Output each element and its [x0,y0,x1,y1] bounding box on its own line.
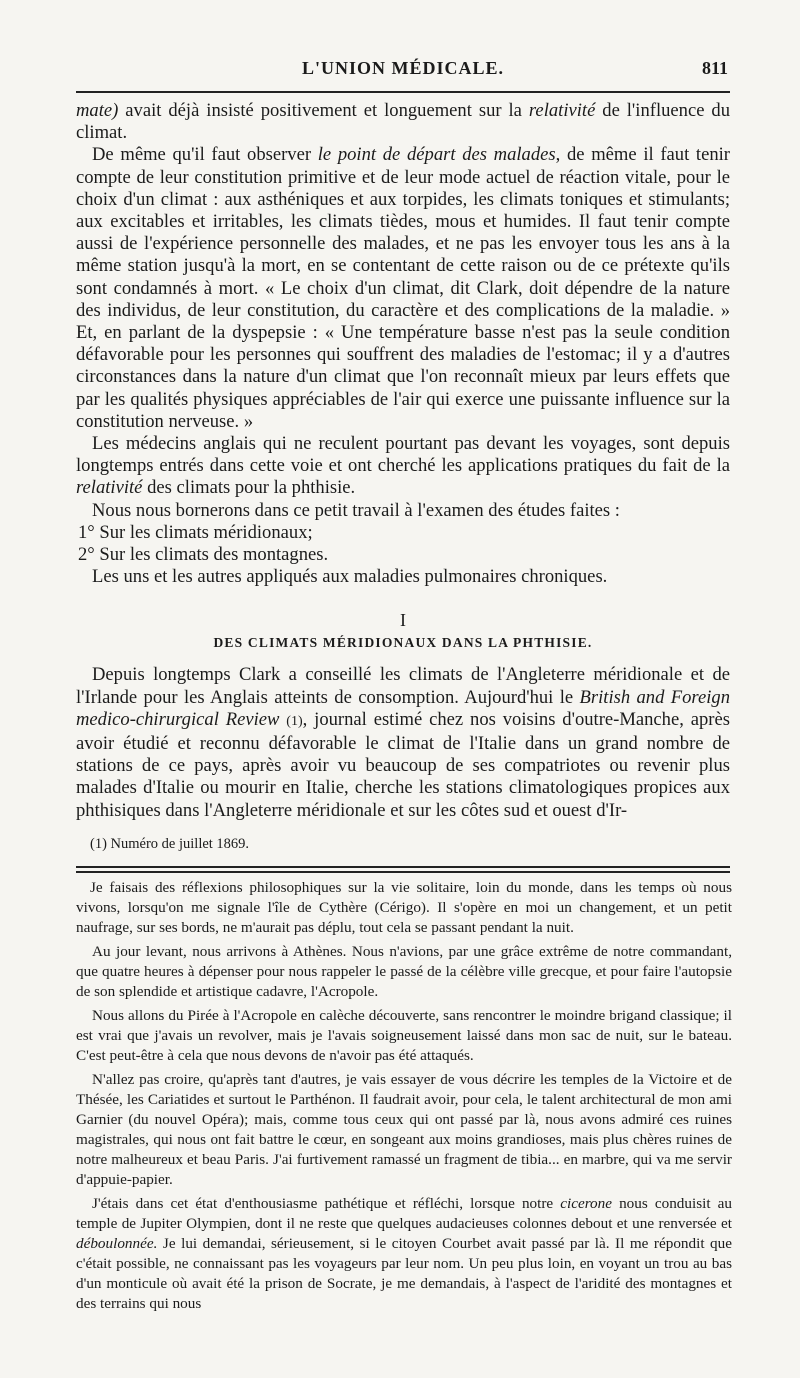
header-rule [76,91,730,93]
paragraph [76,433,730,500]
text-run: Depuis longtemps Clark a conseillé les climats de l'Angleterre méridionale et de l'Irlande pour les Anglais atteints de consomption. Aujourd'hui le [76,664,730,708]
paragraph [76,500,730,522]
section-number: I [400,610,406,631]
page-header [78,58,728,88]
paragraph [76,100,730,144]
main-article [76,100,730,822]
text-run: , de même il faut tenir compte de leur constitution primitive et de leur mode actuel de réaction vitale, pour le choix d'un climat : aux asthéniques et aux torpides, les climats toniques et stimulants; aux excitables et irritables, les climats tièdes, mous et humides. Il faut tenir compte aussi de l'expérience personnelle des malades, et ne pas les envoyer tous les ans à la même station jusqu'à la mort, en se contentant de cette raison ou de ce prétexte qu'ils sont condamnés à mort. « Le choix d'un climat, dit Clark, doit dépendre de la nature des individus, de leur constitution, du caractère et des complications de la maladie. » Et, en parlant de la dyspepsie : « Une température basse n'est pas la seule condition défavorable pour les personnes qui souffrent des maladies de l'estomac; il y a d'autres circonstances dans la nature d'un climat que l'on reconnaît mieux par leurs effets que par les qualités physiques appréciables de l'air qui exerce une puissante influence sur la constitution nerveuse. » [76,144,730,432]
italic-text: cicerone [560,1195,612,1212]
italic-text: British and Foreign medico-chirurgical Review [76,686,730,730]
running-title: L'UNION MÉDICALE. [301,58,505,78]
text-run: N'allez pas croire, qu'après tant d'autres, je vais essayer de vous décrire les temples de la Victoire et de Thésée, les Cariatides et surtout le Parthénon. Il faudrait avoir, pour cela, le talent architectural de mon ami Garnier (du nouvel Opéra); mais, comme tous ceux qui ont passé par là, nous avons admiré ces ruines magistrales, qui nous ont fait battre le cœur, en songeant aux moins grandioses, mais plus chères ruines de notre malheureux et beau Paris. J'ai furtivement ramassé un fragment de tibia... en marbre, qui va me servir d'appuie-papier. [76,1071,732,1188]
text-run: nous conduisit au temple de Jupiter Olympien, dont il ne reste que quelques audacieuses colonnes debout et une renversée et [76,1195,732,1232]
text-run: avait déjà insisté positivement et longuement sur la [118,100,529,121]
page-number: 811 [701,58,728,78]
feuilleton-paragraph [76,878,732,938]
section-title: DES CLIMATS MÉRIDIONAUX DANS LA PHTHISIE. [213,635,593,651]
paragraph [76,664,730,821]
italic-text: relativité [528,100,596,121]
feuilleton-paragraph [76,1070,732,1190]
list-item: 1° Sur les climats méridionaux; [78,521,313,543]
italic-text: mate) [76,100,119,121]
text-run: de l'influence du climat. [76,100,730,144]
text-run: Nous nous bornerons dans ce petit travail à l'examen des études faites : [92,499,620,521]
feuilleton-paragraph [76,1006,732,1066]
text-run: Les médecins anglais qui ne reculent pourtant pas devant les voyages, sont depuis longtemps entrés dans cette voie et ont cherché les applications pratiques du fait de la [76,433,730,477]
feuilleton-paragraph [76,1194,732,1314]
separator-rule [76,871,730,873]
text-run: Je faisais des réflexions philosophiques sur la vie solitaire, loin du monde, dans les temps où nous vivons, lorsqu'on me signale l'île de Cythère (Cérigo). Il s'opère en moi un changement, et un petit naufrage, sur ses bords, ne m'aurait pas déplu, tout cela se passant pendant la nuit. [76,879,732,936]
footnote: (1) Numéro de juillet 1869. [90,836,250,852]
text-run: Je lui demandai, sérieusement, si le citoyen Courbet avait passé par là. Il me répondit que c'était possible, ne connaissant pas les voyageurs par leur nom. Un peu plus loin, en voyant un trou au bas d'un monticule où avait été la prison de Socrate, je me demandais, à l'aspect de l'aridité des montagnes et des terrains qui nous [76,1235,732,1312]
feuilleton [76,878,732,1318]
italic-text: le point de départ des malades [317,144,556,166]
feuilleton-paragraph [76,942,732,1002]
text-run: De même qu'il faut observer [92,144,318,166]
list-item: 2° Sur les climats des montagnes. [78,544,329,566]
separator-rule [76,866,730,868]
text-run: J'étais dans cet état d'enthousiasme pathétique et réfléchi, lorsque notre [92,1195,561,1212]
paragraph [76,144,730,433]
text-run: des climats pour la phthisie. [142,477,356,499]
text-run: Nous allons du Pirée à l'Acropole en calèche découverte, sans rencontrer le moindre brigand classique; il est vrai que j'avais un revolver, mais je l'avais soigneusement laissé dans mon sac de nuit, sur le bateau. C'est peut-être à cela que nous devons de n'avoir pas été attaqués. [76,1007,732,1064]
footnote-marker: (1) [286,713,303,729]
italic-text: relativité [76,477,143,499]
italic-text: déboulonnée. [76,1235,158,1252]
text-run: Au jour levant, nous arrivons à Athènes. Nous n'avions, par une grâce extrême de notre commandant, que quatre heures à dépenser pour nous rappeler le passé de la célèbre ville grecque, et pour faire l'autopsie de son splendide et artistique cadavre, l'Acropole. [76,943,732,1000]
paragraph: Les uns et les autres appliqués aux maladies pulmonaires chroniques. [92,566,608,588]
text-run: , journal estimé chez nos voisins d'outre-Manche, après avoir étudié et reconnu défavorable le climat de l'Italie dans un grand nombre de stations de ce pays, après avoir vu beaucoup de ses compatriotes ou revenir plus malades d'Italie ou mourir en Italie, cherche les stations climatologiques propices aux phthisiques dans l'Angleterre méridionale et sur les côtes sud et ouest d'Ir- [76,708,730,821]
